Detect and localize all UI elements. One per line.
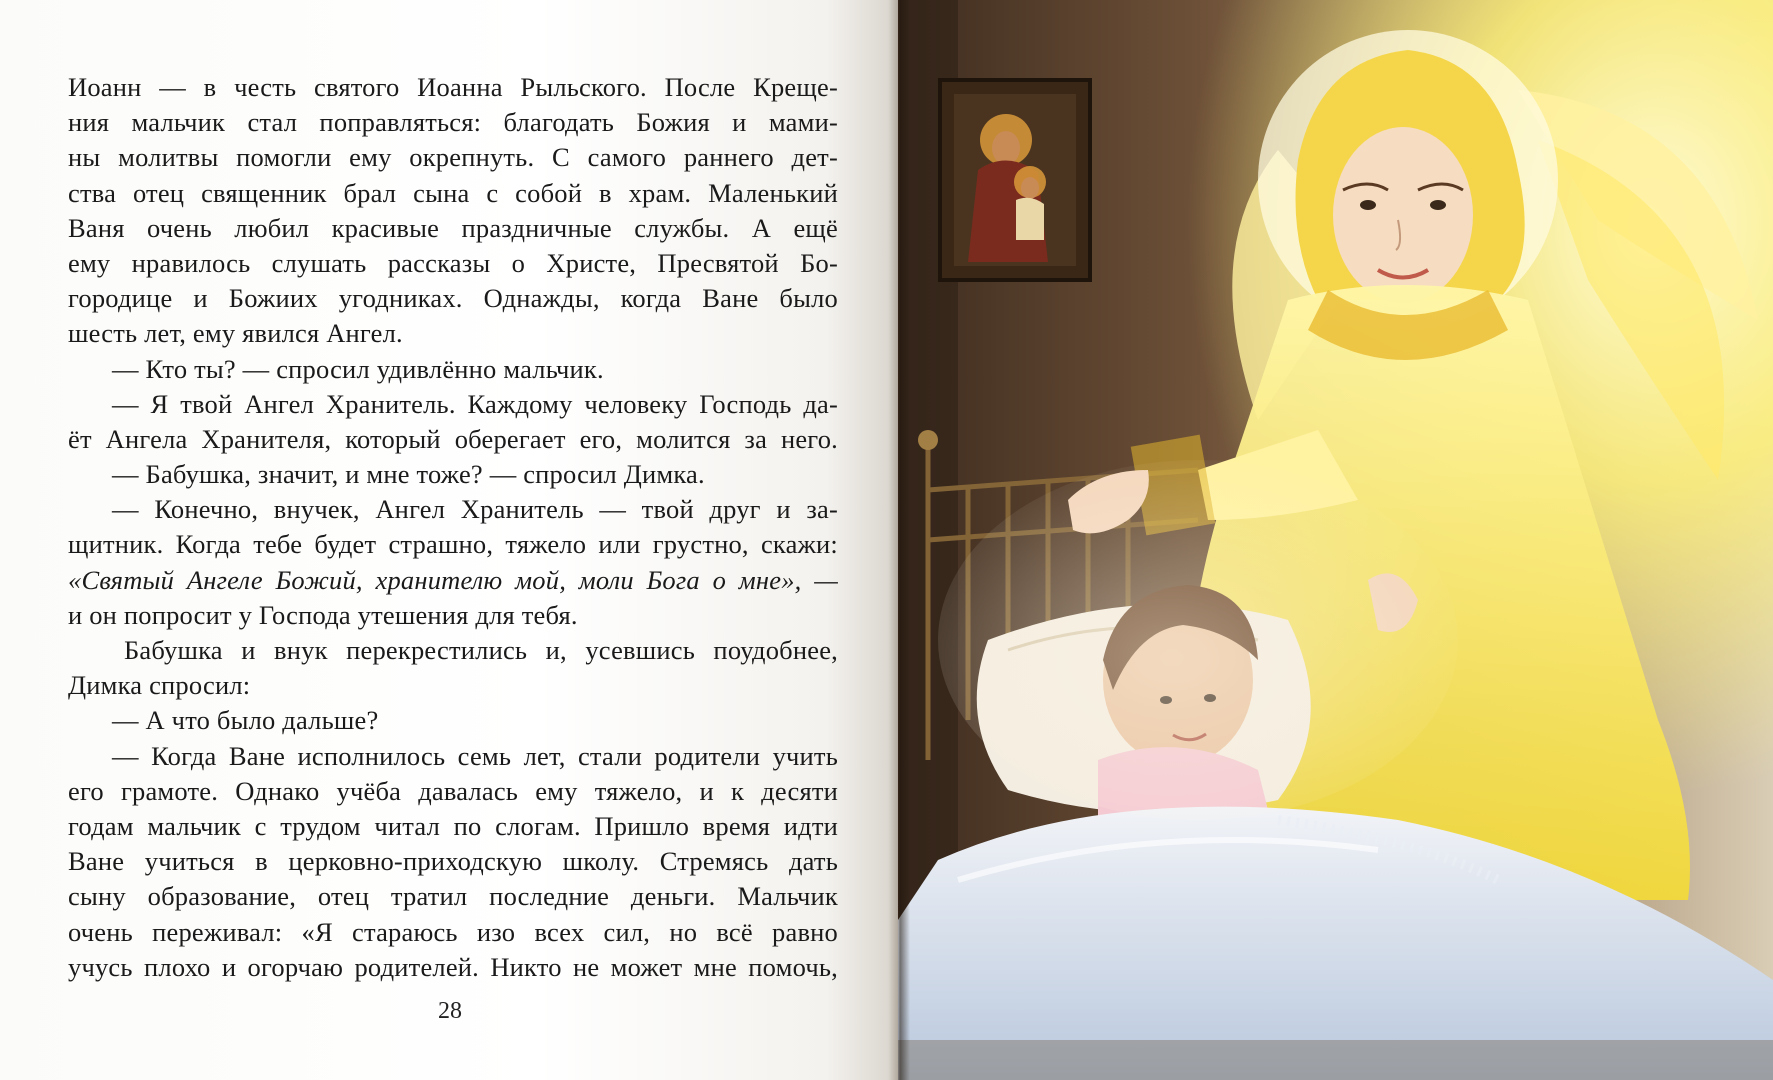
text-line: Иоанн — в честь святого Иоанна Рыльского. После Креще-	[68, 72, 838, 102]
book-gutter	[888, 0, 910, 1080]
text-line: сыну образование, отец тратил последние деньги. Мальчик	[68, 881, 838, 912]
text-line: — Кто ты? — спросил удивлённо мальчик.	[112, 353, 604, 384]
text-line: ему нравилось слушать рассказы о Христе, Пресвятой Бо-	[68, 247, 838, 278]
text-line: Бабушка и внук перекрестились и, усевшись поудобнее,	[124, 635, 838, 665]
text-line: Ваня очень любил красивые праздничные службы. А ещё	[68, 212, 838, 243]
text-line: и он попросит у Господа утешения для тебя.	[68, 599, 578, 630]
story-text	[68, 70, 838, 985]
page-number: 28	[438, 998, 462, 1024]
text-line: учусь плохо и огорчаю родителей. Никто не может мне помочь,	[68, 951, 838, 982]
text-line: — Я твой Ангел Хранитель. Каждому человеку Господь да-	[112, 388, 838, 419]
text-line: — Когда Ване исполнилось семь лет, стали родители учить	[112, 740, 838, 771]
text-line: Димка спросил:	[68, 670, 251, 701]
text-line: щитник. Когда тебе будет страшно, тяжело или грустно, скажи:	[68, 529, 838, 560]
text-line: шесть лет, ему явился Ангел.	[68, 318, 403, 349]
text-line: ны молитвы помогли ему окрепнуть. С самого раннего дет-	[68, 142, 838, 173]
text-line: — Бабушка, значит, и мне тоже? — спросил Димка.	[112, 459, 705, 490]
text-line: — Конечно, внучек, Ангел Хранитель — твой друг и за-	[112, 494, 838, 525]
prayer-line: «Святый Ангеле Божий, хранителю мой, моли Бога о мне», —	[68, 564, 838, 595]
text-line: ства отец священник брал сына с собой в храм. Маленький	[68, 177, 838, 208]
text-line: годам мальчик с трудом читал по слогам. Пришло время идти	[68, 810, 838, 841]
text-line: ёт Ангела Хранителя, который оберегает его, молится за него.	[68, 423, 838, 454]
text-line: ния мальчик стал поправляться: благодать Божия и мами-	[68, 107, 838, 138]
text-line: Ване учиться в церковно-приходскую школу. Стремясь дать	[68, 846, 838, 877]
angel-and-child-illustration-icon	[898, 0, 1773, 1080]
text-line: его грамоте. Однако учёба давалась ему тяжело, и к десяти	[68, 775, 838, 806]
text-line: очень переживал: «Я стараюсь изо всех сил, но всё равно	[68, 916, 838, 947]
right-page	[898, 0, 1773, 1080]
text-line: — А что было дальше?	[112, 705, 379, 736]
text-line: городице и Божиих угодниках. Однажды, когда Ване было	[68, 283, 838, 314]
